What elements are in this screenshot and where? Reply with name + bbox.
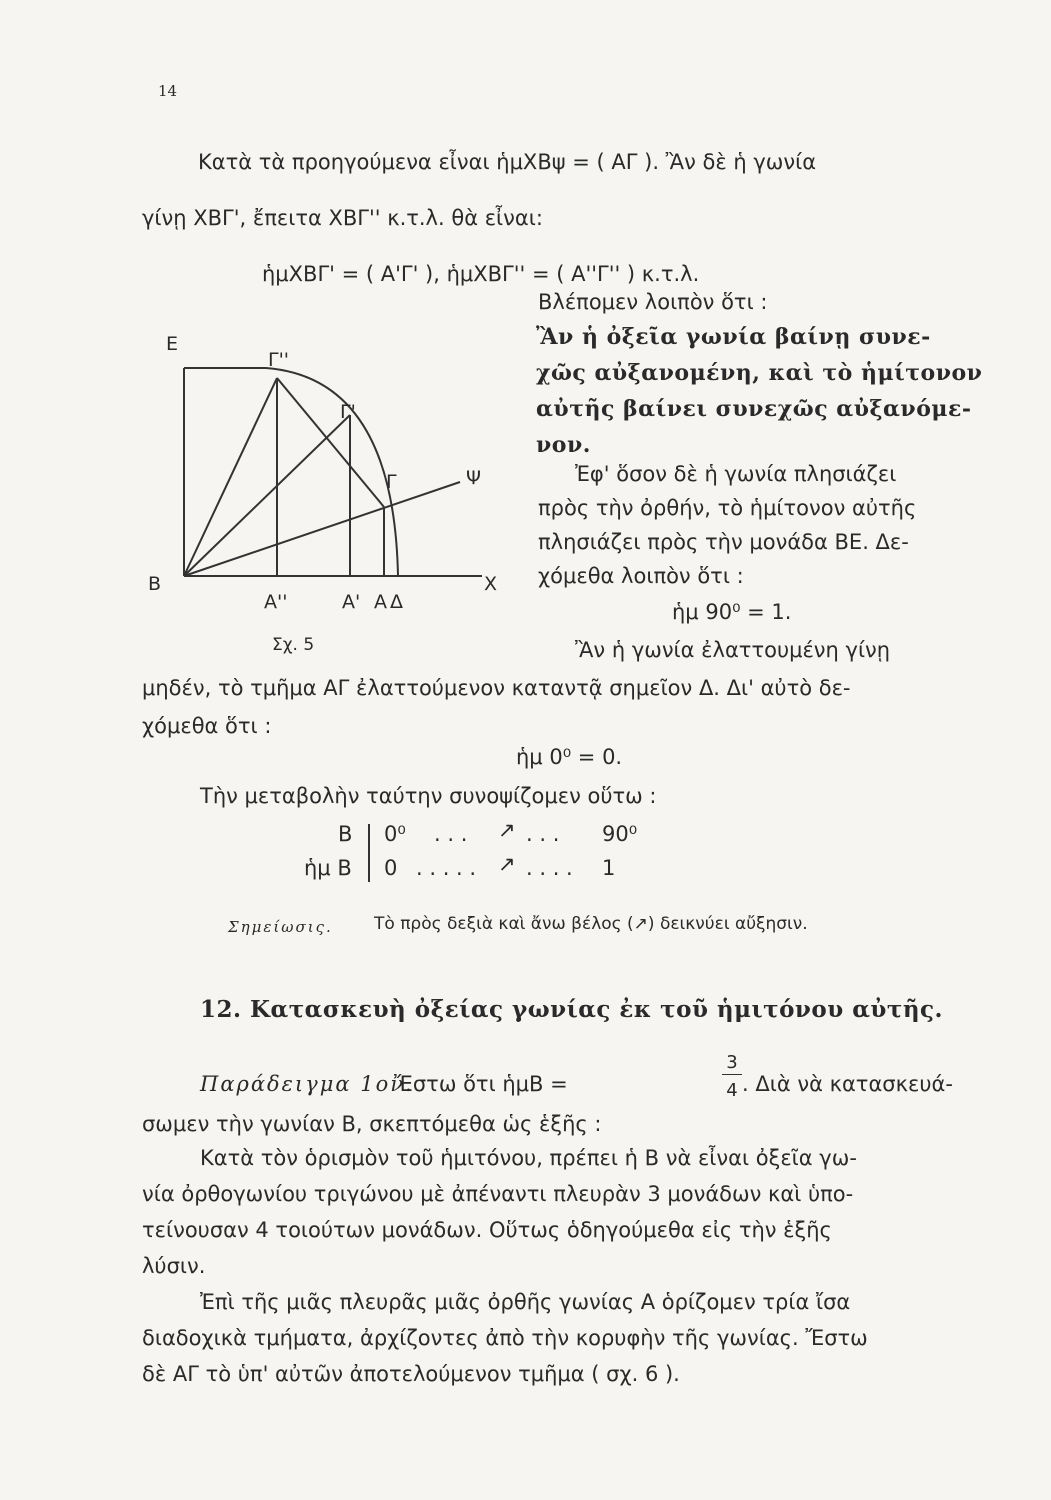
equation-sin-90: ἡμ 90⁰ = 1. [672, 600, 792, 624]
example-para-2-line-1: Ἐπὶ τῆς μιᾶς πλευρᾶς μιᾶς ὀρθῆς γωνίας Α ὁρίζομεν τρία ἴσα [200, 1290, 851, 1314]
right-col-line-4: πλησιάζει πρὸς τὴν μονάδα ΒΕ. Δε- [538, 530, 909, 554]
label-A2: Α'' [264, 591, 288, 613]
bold-statement-line-2: χῶς αὐξανομένη, καὶ τὸ ἡμίτονον [536, 360, 983, 386]
paragraph-2-line-2: χόμεθα ὅτι : [142, 714, 272, 738]
label-E: Ε [166, 333, 179, 355]
section-heading: 12. Κατασκευὴ ὀξείας γωνίας ἐκ τοῦ ἡμιτόνου αὐτῆς. [200, 996, 944, 1023]
right-col-line-2: Ἐφ' ὅσον δὲ ἡ γωνία πλησιάζει [575, 462, 897, 486]
table-row1-dots-1: . . . [434, 822, 468, 846]
example-para-1-line-1: Κατὰ τὸν ὁρισμὸν τοῦ ἡμιτόνου, πρέπει ἡ Β νὰ εἶναι ὀξεῖα γω- [200, 1146, 857, 1170]
figure-caption: Σχ. 5 [272, 635, 315, 655]
paragraph-1-line-2: γίνῃ ΧΒΓ', ἔπειτα ΧΒΓ'' κ.τ.λ. θὰ εἶναι: [142, 206, 543, 230]
example-para-2-line-3: δὲ ΑΓ τὸ ὑπ' αὐτῶν ἀποτελούμενον τμῆμα ( σχ. 6 ). [142, 1362, 680, 1386]
table-row1-arrow: ↗ [498, 818, 516, 842]
fraction-denominator: 4 [726, 1080, 738, 1101]
table-row1-start: 0⁰ [384, 822, 406, 846]
figure-5 [140, 320, 520, 655]
label-A: Α [374, 591, 387, 613]
right-col-line-1: Βλέπομεν λοιπὸν ὅτι : [538, 290, 768, 314]
table-row2-label: ἡμ Β [304, 856, 352, 880]
table-row1-end: 90⁰ [602, 822, 638, 846]
page-number: 14 [158, 82, 178, 100]
example-line-1a: Ἔστω ὅτι ἡμΒ = [394, 1072, 568, 1096]
example-label: Παράδειγμα 1ον. [200, 1072, 414, 1096]
example-para-1-line-2: νία ὀρθογωνίου τριγώνου μὲ ἀπέναντι πλευρὰν 3 μονάδων καὶ ὑπο- [142, 1182, 854, 1206]
label-A1: Α' [342, 591, 361, 613]
label-G2: Γ'' [268, 349, 290, 371]
right-col-line-6: Ἂν ἡ γωνία ἐλαττουμένη γίνῃ [575, 638, 891, 662]
example-line-2: σωμεν τὴν γωνίαν Β, σκεπτόμεθα ὡς ἑξῆς : [142, 1112, 602, 1136]
label-psi: Ψ [466, 467, 481, 489]
bold-statement-line-4: νον. [536, 432, 591, 458]
table-row2-end: 1 [602, 856, 616, 880]
radius-B-G1 [184, 415, 350, 576]
label-G1: Γ' [340, 401, 356, 423]
label-X: Χ [484, 573, 498, 595]
table-row2-dots-2: . . . . [526, 856, 573, 880]
equation-sin-0: ἡμ 0⁰ = 0. [516, 745, 623, 769]
line-B-psi [184, 482, 460, 576]
table-row1-dots-2: . . . [526, 822, 560, 846]
note-text: Τὸ πρὸς δεξιὰ καὶ ἄνω βέλος (↗) δεικνύει αὔξησιν. [374, 914, 808, 934]
example-para-1-line-4: λύσιν. [142, 1254, 206, 1278]
note-label: Σημείωσις. [228, 918, 333, 936]
example-line-1b: . Διὰ νὰ κατασκευά- [742, 1072, 953, 1096]
table-row2-start: 0 [384, 856, 398, 880]
table-bracket [368, 824, 370, 882]
radius-B-G2 [184, 378, 277, 576]
bold-statement-line-1: Ἂν ἡ ὀξεῖα γωνία βαίνῃ συνε- [536, 324, 931, 350]
bold-statement-line-3: αὐτῆς βαίνει συνεχῶς αὐξανόμε- [536, 396, 972, 422]
paragraph-2-line-1: μηδέν, τὸ τμῆμα ΑΓ ἐλαττούμενον καταντᾷ σημεῖον Δ. Δι' αὐτὸ δε- [142, 676, 851, 700]
example-para-2-line-2: διαδοχικὰ τμήματα, ἀρχίζοντες ἀπὸ τὴν κορυφὴν τῆς γωνίας. Ἔστω [142, 1326, 868, 1350]
right-col-line-5: χόμεθα λοιπὸν ὅτι : [538, 564, 744, 588]
variation-table [300, 818, 800, 888]
label-B: Β [148, 573, 162, 595]
paragraph-1-line-1: Κατὰ τὰ προηγούμενα εἶναι ἡμΧΒψ = ( ΑΓ ). Ἂν δὲ ἡ γωνία [198, 150, 817, 174]
fraction-numerator: 3 [722, 1052, 742, 1075]
label-D: Δ [390, 591, 403, 613]
right-col-line-3: πρὸς τὴν ὀρθήν, τὸ ἡμίτονον αὐτῆς [538, 496, 917, 520]
chord-G2-G [277, 378, 384, 507]
equation-sines: ἡμΧΒΓ' = ( Α'Γ' ), ἡμΧΒΓ'' = ( Α''Γ'' ) κ.τ.λ. [262, 262, 700, 286]
example-para-1-line-3: τείνουσαν 4 τοιούτων μονάδων. Οὕτως ὁδηγούμεθα εἰς τὴν ἑξῆς [142, 1218, 832, 1242]
table-row1-label: Β [338, 822, 353, 846]
label-G: Γ [386, 471, 397, 493]
table-row2-dots-1: . . . . . [416, 856, 477, 880]
table-row2-arrow: ↗ [498, 852, 516, 876]
paragraph-2-line-3: Τὴν μεταβολὴν ταύτην συνοψίζομεν οὕτω : [200, 784, 657, 808]
quarter-circle-arc [266, 368, 398, 576]
